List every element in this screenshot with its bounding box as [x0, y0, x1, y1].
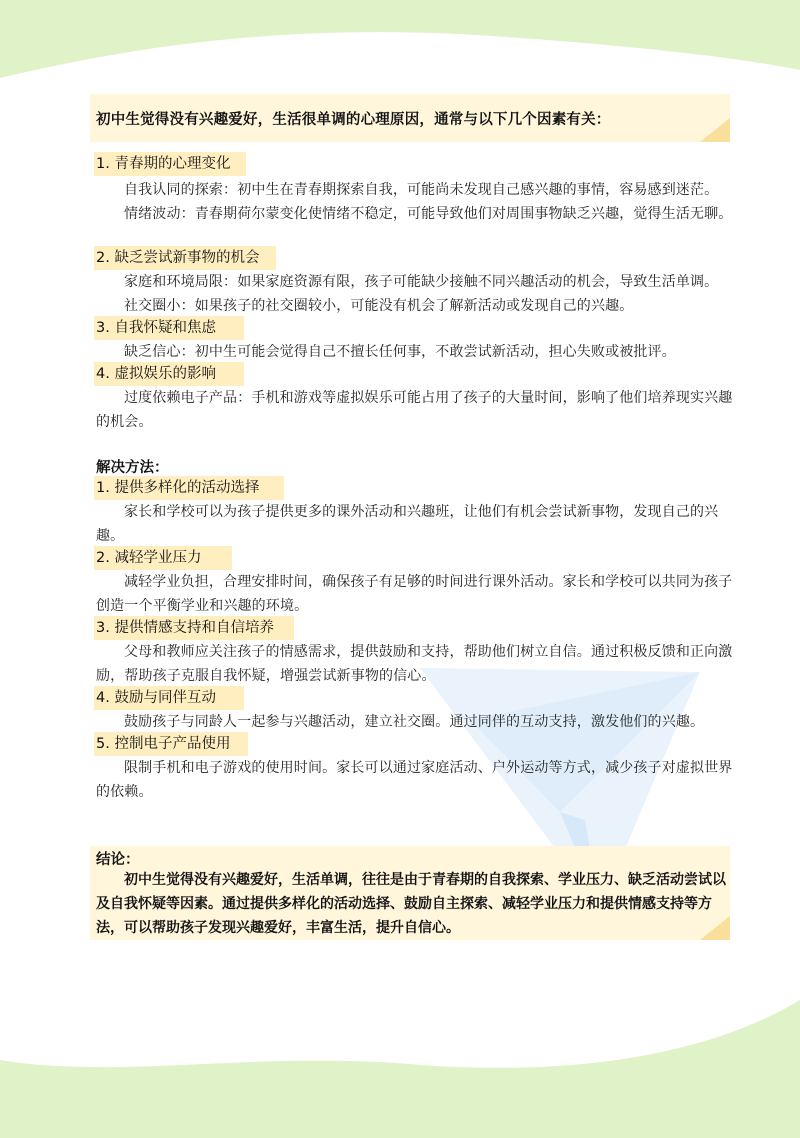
cause-2-paragraph-1: 家庭和环境局限：如果家庭资源有限，孩子可能缺少接触不同兴趣活动的机会，导致生活单调。	[124, 274, 719, 290]
solution-heading-3: 3. 提供情感支持和自信培养	[94, 616, 294, 640]
solution-1-paragraph: 家长和学校可以为孩子提供更多的课外活动和兴趣班，让他们有机会尝试新事物，发现自己的兴趣。	[96, 504, 719, 544]
intro-text: 初中生觉得没有兴趣爱好，生活很单调的心理原因，通常与以下几个因素有关：	[96, 112, 611, 128]
solution-heading-1: 1. 提供多样化的活动选择	[94, 476, 284, 500]
solution-3-paragraph: 父母和教师应关注孩子的情感需求，提供鼓励和支持，帮助他们树立自信。通过积极反馈和正向激励，帮助孩子克服自我怀疑，增强尝试新事物的信心。	[96, 644, 733, 684]
solution-4-paragraph: 鼓励孩子与同龄人一起参与兴趣活动，建立社交圈。通过同伴的互动支持，激发他们的兴趣。	[124, 714, 705, 730]
solution-heading-4: 4. 鼓励与同伴互动	[94, 686, 244, 710]
conclusion-title: 结论：	[96, 852, 140, 868]
solution-2-paragraph: 减轻学业负担，合理安排时间，确保孩子有足够的时间进行课外活动。家长和学校可以共同为孩子创造一个平衡学业和兴趣的环境。	[96, 574, 733, 614]
solution-heading-5: 5. 控制电子产品使用	[94, 732, 248, 756]
cause-1-paragraph-2: 情绪波动：青春期荷尔蒙变化使情绪不稳定，可能导致他们对周围事物缺乏兴趣，觉得生活无聊。	[124, 206, 733, 222]
cause-3-paragraph-1: 缺乏信心：初中生可能会觉得自己不擅长任何事，不敢尝试新活动，担心失败或被批评。	[124, 344, 676, 360]
cause-heading-4: 4. 虚拟娱乐的影响	[94, 362, 244, 386]
solutions-title: 解决方法：	[96, 460, 169, 476]
cause-heading-3: 3. 自我怀疑和焦虑	[94, 316, 244, 340]
solution-5-paragraph: 限制手机和电子游戏的使用时间。家长可以通过家庭活动、户外运动等方式，减少孩子对虚拟世界的依赖。	[96, 760, 733, 800]
solution-heading-2: 2. 减轻学业压力	[94, 546, 232, 570]
intro-fold-corner	[700, 118, 730, 142]
cause-heading-2: 2. 缺乏尝试新事物的机会	[94, 246, 276, 270]
cause-1-paragraph-1: 自我认同的探索：初中生在青春期探索自我，可能尚未发现自己感兴趣的事情，容易感到迷茫。	[124, 182, 719, 198]
cause-heading-1: 1. 青春期的心理变化	[94, 152, 246, 176]
cause-2-paragraph-2: 社交圈小：如果孩子的社交圈较小，可能没有机会了解新活动或发现自己的兴趣。	[124, 298, 634, 314]
cause-4-paragraph-1: 过度依赖电子产品：手机和游戏等虚拟娱乐可能占用了孩子的大量时间，影响了他们培养现实兴趣的机会。	[96, 390, 733, 430]
conclusion-text: 初中生觉得没有兴趣爱好，生活单调，往往是由于青春期的自我探索、学业压力、缺乏活动尝试以及自我怀疑等因素。通过提供多样化的活动选择、鼓励自主探索、减轻学业压力和提供情感支持等方法，可以帮助孩子发现兴趣爱好，丰富生活，提升自信心。	[96, 872, 726, 936]
